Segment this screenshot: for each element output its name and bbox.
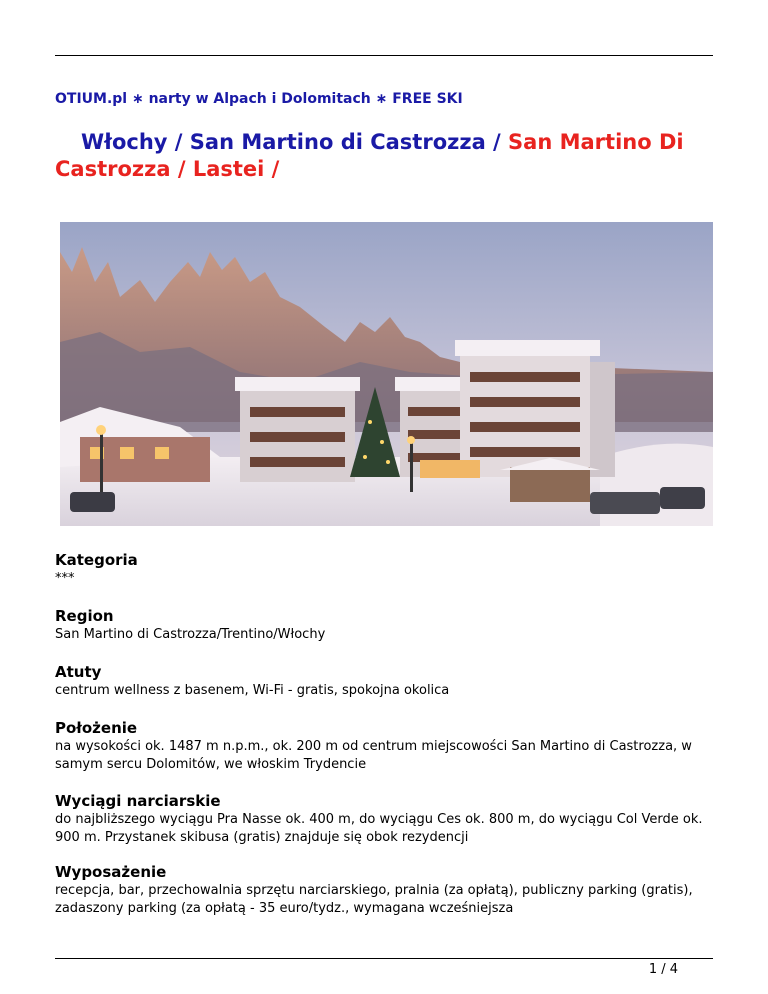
section-wyciagi: [55, 792, 720, 847]
section-kategoria: [55, 551, 720, 588]
top-rule: [55, 55, 713, 56]
section-heading: Atuty: [55, 663, 102, 681]
section-text: na wysokości ok. 1487 m n.p.m., ok. 200 m od centrum miejscowości San Martino di Castrozza, w samym sercu Dolomitów, we włoskim Trydencie: [55, 739, 692, 772]
section-polozenie: [55, 719, 720, 774]
section-text: ***: [55, 571, 75, 586]
section-atuty: [55, 663, 720, 700]
breadcrumb-separator: /: [167, 130, 190, 154]
section-heading: Położenie: [55, 719, 138, 737]
hotel-photo: [60, 222, 713, 526]
section-text: centrum wellness z basenem, Wi-Fi - gratis, spokojna okolica: [55, 683, 450, 698]
section-region: [55, 607, 720, 644]
section-text: recepcja, bar, przechowalnia sprzętu narciarskiego, pralnia (za opłatą), publiczny parking (gratis), zadaszony parking (za opłatą - 35 euro/tydz., wymagana wcześniejsza: [55, 883, 693, 916]
breadcrumb-area[interactable]: San Martino Di Castrozza: [55, 130, 684, 181]
section-text: San Martino di Castrozza/Trentino/Włochy: [55, 627, 326, 642]
section-text: do najbliższego wyciągu Pra Nasse ok. 400 m, do wyciągu Ces ok. 800 m, do wyciągu Col Verde ok. 900 m. Przystanek skibusa (gratis) znajduje się obok rezydencji: [55, 812, 703, 845]
breadcrumb: [55, 129, 717, 183]
breadcrumb-country[interactable]: Włochy: [81, 130, 168, 154]
site-header[interactable]: OTIUM.pl ∗ narty w Alpach i Dolomitach ∗ FREE SKI: [55, 91, 463, 107]
bottom-rule: [55, 958, 713, 959]
section-wyposazenie: [55, 863, 720, 918]
breadcrumb-hotel[interactable]: Lastei: [192, 157, 265, 181]
section-heading: Wyposażenie: [55, 863, 167, 881]
breadcrumb-resort[interactable]: San Martino di Castrozza: [189, 130, 486, 154]
section-heading: Wyciągi narciarskie: [55, 792, 221, 810]
page-number: 1 / 4: [648, 962, 678, 977]
breadcrumb-separator: /: [264, 157, 280, 181]
section-heading: Region: [55, 607, 114, 625]
section-heading: Kategoria: [55, 551, 138, 569]
breadcrumb-separator: /: [170, 157, 193, 181]
breadcrumb-separator: /: [485, 130, 509, 154]
